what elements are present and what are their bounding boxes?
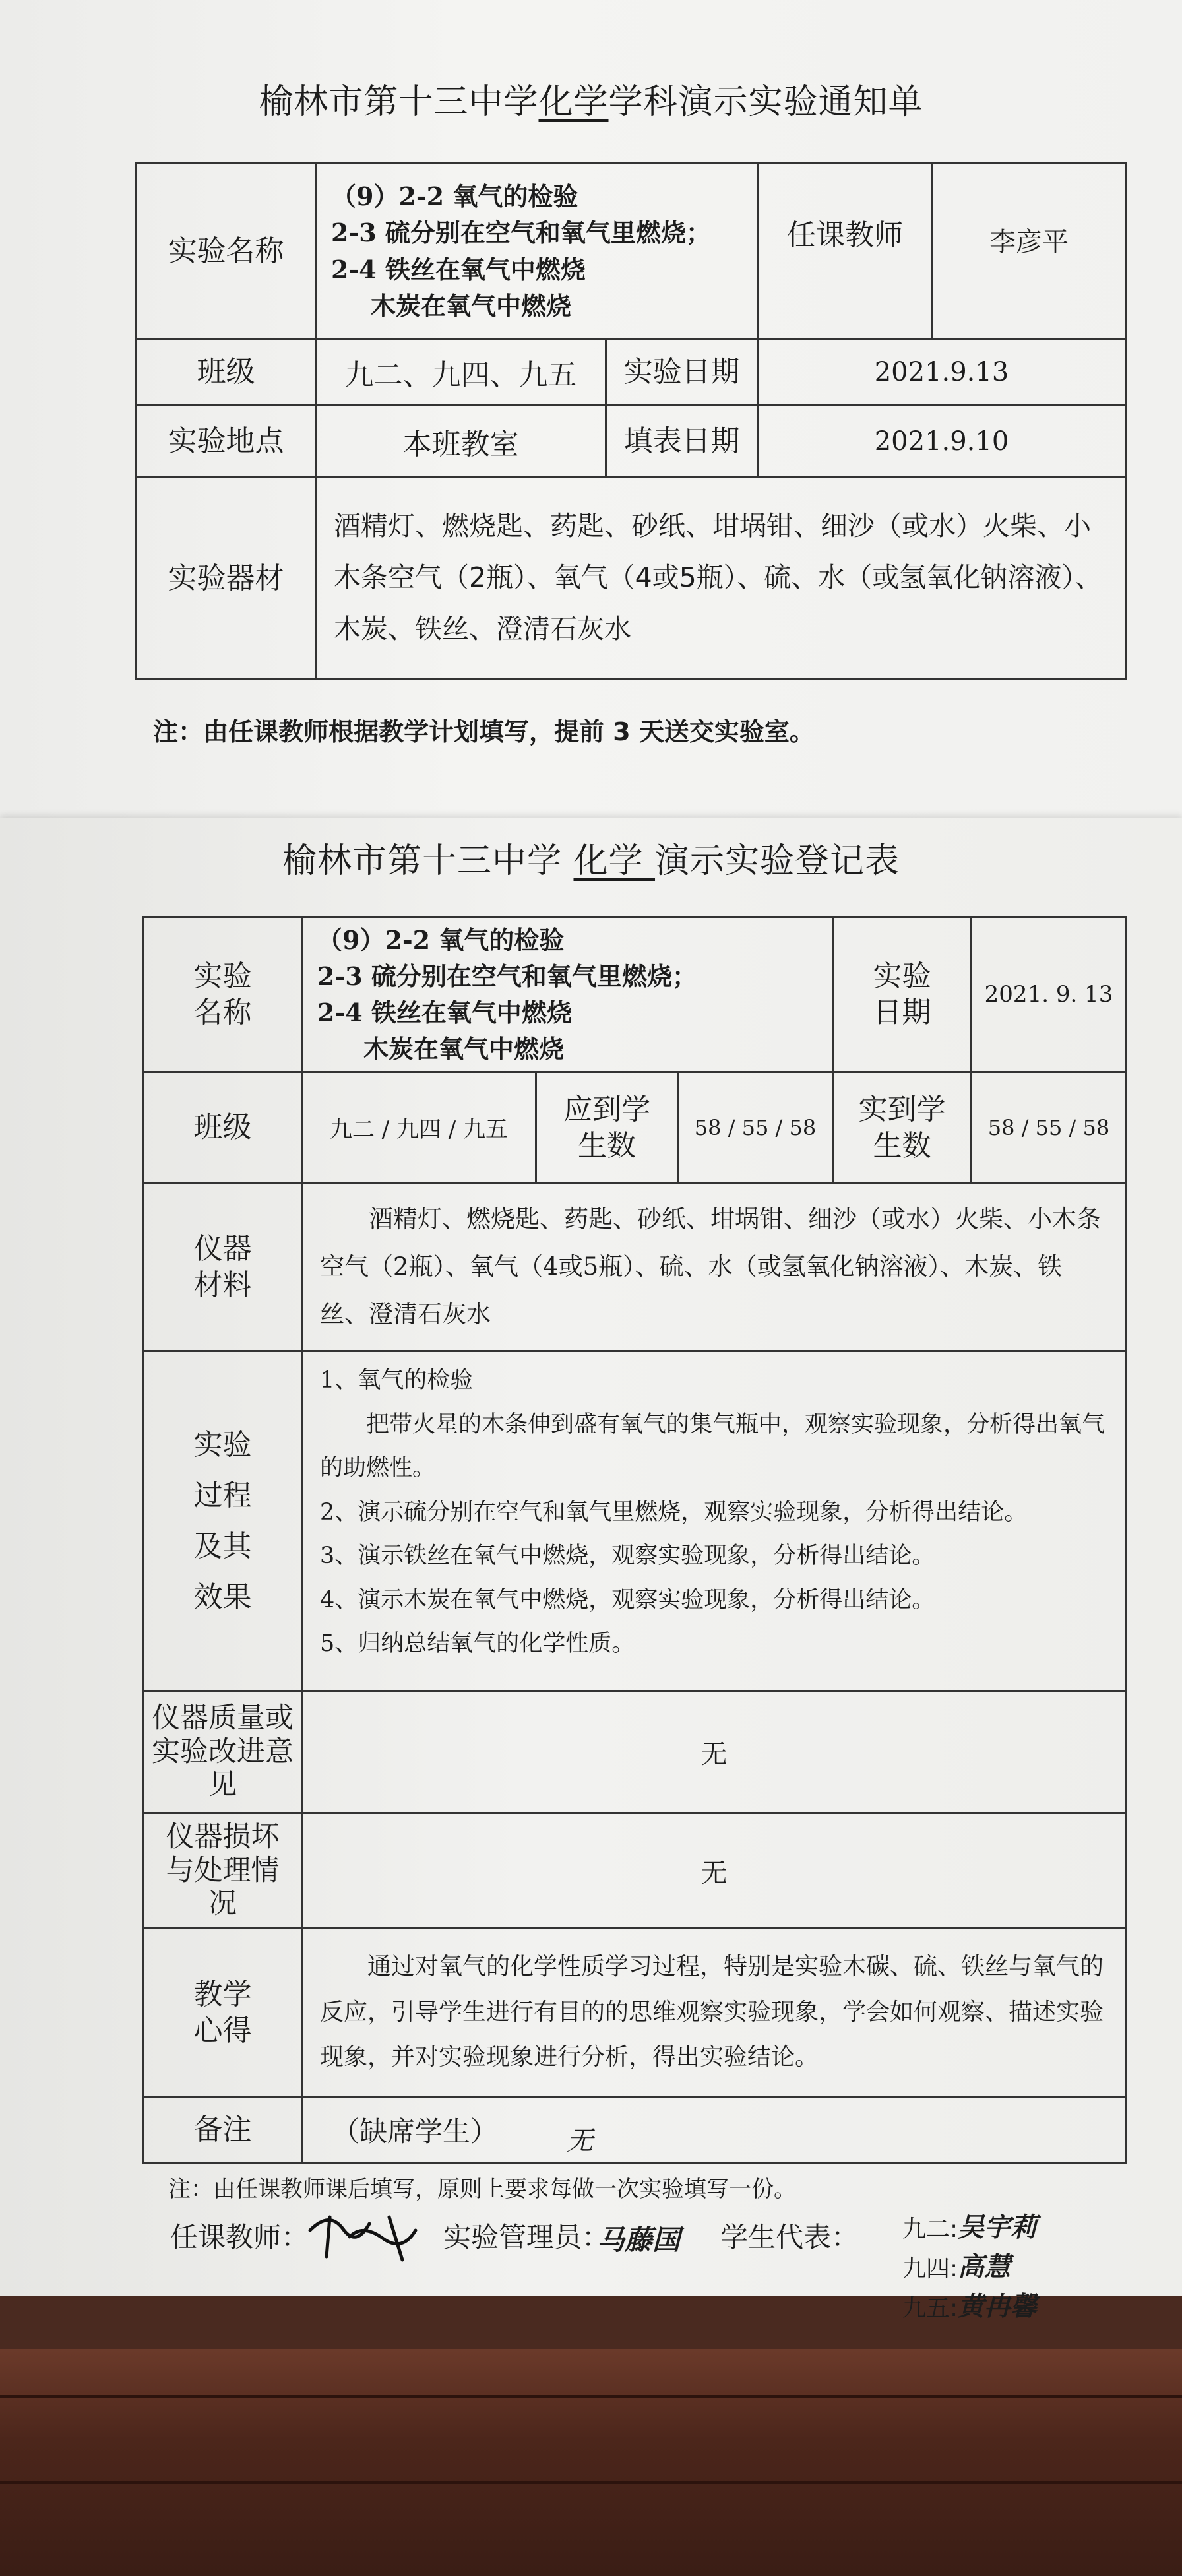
reg-exp-name-label: 实验名称 <box>144 917 302 1072</box>
remark-handwritten: 无 <box>567 2126 593 2156</box>
reg-class-value: 九二 / 九四 / 九五 <box>302 1072 536 1183</box>
manager-signature: 马藤国 <box>597 2224 681 2256</box>
exp-name-label: 实验名称 <box>137 164 316 339</box>
reg-exp-date-value: 2021. 9. 13 <box>972 917 1127 1072</box>
fill-date-value: 2021.9.10 <box>758 405 1126 478</box>
reg-class-label: 班级 <box>144 1072 302 1183</box>
reg-exp-date-label: 实验日期 <box>833 917 972 1072</box>
rep-class-3: 九五: <box>902 2295 958 2322</box>
rep-class-2: 九四: <box>902 2255 958 2282</box>
fill-date-label: 填表日期 <box>606 405 758 478</box>
quality-value: 无 <box>302 1691 1127 1813</box>
equipment-value: 酒精灯、燃烧匙、药匙、砂纸、坩埚钳、细沙（或水）火柴、小木条空气（2瓶）、氧气（4或5瓶）、硫、水（或氢氧化钠溶液）、木炭、铁丝、澄清石灰水 <box>316 478 1126 679</box>
place-label: 实验地点 <box>137 405 316 478</box>
teacher-value: 李彦平 <box>933 164 1126 339</box>
register-title: 榆林市第十三中学 化学 演示实验登记表 <box>282 841 900 881</box>
expected-students-label: 应到学生数 <box>536 1072 678 1183</box>
actual-students-label: 实到学生数 <box>833 1072 972 1183</box>
teacher-signature-label: 任课教师： <box>170 2221 309 2253</box>
class-label: 班级 <box>137 339 316 405</box>
quality-label: 仪器质量或实验改进意见 <box>144 1691 302 1813</box>
damage-value: 无 <box>302 1813 1127 1929</box>
material-label: 仪器材料 <box>144 1183 302 1351</box>
process-value: 1、氧气的检验 把带火星的木条伸到盛有氧气的集气瓶中，观察实验现象，分析得出氧气的助燃性。 2、演示硫分别在空气和氧气里燃烧，观察实验现象，分析得出结论。 3、演示铁丝在氧气中燃烧，观察实验现象，分析得出结论。 4、演示木炭在氧气中燃烧，观察实验现象，分析得出结论。 5、归纳总结氧气的化学性质。 <box>302 1351 1127 1691</box>
remark-value: （缺席学生） 无 <box>302 2097 1127 2163</box>
exp-date-label: 实验日期 <box>606 339 758 405</box>
wooden-desk <box>0 2349 1182 2576</box>
rep-signature-3: 黄冉馨 <box>958 2292 1037 2322</box>
reflection-label: 教学心得 <box>144 1929 302 2097</box>
remark-label: 备注 <box>144 2097 302 2163</box>
place-value: 本班教室 <box>316 405 606 478</box>
register-table <box>142 916 1127 2164</box>
expected-students-value: 58 / 55 / 58 <box>678 1072 833 1183</box>
student-rep-label: 学生代表： <box>720 2221 859 2253</box>
notice-footnote: 注：由任课教师根据教学计划填写，提前 3 天送交实验室。 <box>153 717 815 746</box>
class-value: 九二、九四、九五 <box>316 339 606 405</box>
reg-exp-name-value: （9）2-2 氧气的检验 2-3 硫分别在空气和氧气里燃烧； 2-4 铁丝在氧气中燃烧 木炭在氧气中燃烧 <box>302 917 833 1072</box>
teacher-signature-mark <box>303 2204 435 2263</box>
register-footnote: 注：由任课教师课后填写，原则上要求每做一次实验填写一份。 <box>168 2176 796 2203</box>
teacher-label: 任课教师 <box>758 164 933 339</box>
rep-class-1: 九二: <box>902 2216 958 2243</box>
material-value: 酒精灯、燃烧匙、药匙、砂纸、坩埚钳、细沙（或水）火柴、小木条空气（2瓶）、氧气（4或5瓶）、硫、水（或氢氧化钠溶液）、木炭、铁丝、澄清石灰水 <box>302 1183 1127 1351</box>
notice-sheet <box>0 0 1182 838</box>
actual-students-value: 58 / 55 / 58 <box>972 1072 1127 1183</box>
exp-name-value: （9）2-2 氧气的检验 2-3 硫分别在空气和氧气里燃烧； 2-4 铁丝在氧气中燃烧 木炭在氧气中燃烧 <box>316 164 758 339</box>
process-label: 实验过程及其效果 <box>144 1351 302 1691</box>
exp-date-value: 2021.9.13 <box>758 339 1126 405</box>
register-sheet <box>0 818 1182 2322</box>
notice-table <box>135 162 1127 680</box>
damage-label: 仪器损坏与处理情况 <box>144 1813 302 1929</box>
rep-signature-1: 吴宇莉 <box>958 2212 1037 2243</box>
reflection-value: 通过对氧气的化学性质学习过程，特别是实验木碳、硫、铁丝与氧气的反应，引导学生进行有目的的思维观察实验现象，学会如何观察、描述实验现象，并对实验现象进行分析，得出实验结论。 <box>302 1929 1127 2097</box>
notice-title: 榆林市第十三中学化学学科演示实验通知单 <box>259 82 923 122</box>
manager-signature-label: 实验管理员： <box>443 2221 610 2253</box>
rep-signature-2: 高慧 <box>958 2252 1011 2282</box>
equipment-label: 实验器材 <box>137 478 316 679</box>
